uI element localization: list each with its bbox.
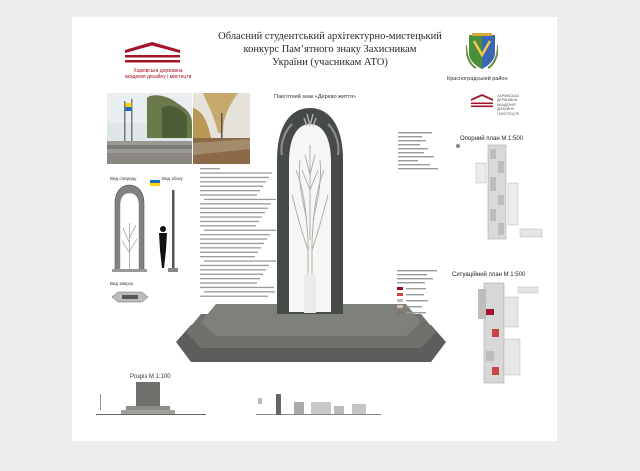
- plan-legend-top: [398, 132, 456, 172]
- left-org-text: [118, 68, 198, 80]
- left-org-line2: академія дизайну і мистецтв: [124, 74, 192, 80]
- logo-text-line: ХАРКІВСЬКА: [497, 94, 520, 98]
- top-view-drawing: [110, 290, 150, 304]
- page-title: [205, 30, 455, 69]
- logo-text-line: ДИЗАЙНУ: [497, 107, 515, 112]
- section-drawing: [96, 380, 386, 420]
- plan-legend-bottom: [397, 270, 455, 318]
- logo-text-line: АКАДЕМІЯ: [497, 102, 516, 107]
- situation-plan-drawing: [456, 279, 546, 386]
- title-line2: конкурс Пам’ятного знаку Захисникам: [243, 44, 417, 55]
- left-org-line1: Харківська державна: [133, 68, 183, 74]
- title-line1: Обласний студентський архітектурно-мистецький: [218, 31, 442, 42]
- coat-of-arms-icon: [466, 33, 498, 71]
- logo-text-line: І МИСТЕЦТВ: [497, 111, 519, 116]
- side-view-label: Вид збоку: [162, 176, 183, 181]
- title-line3: України (учасникам АТО): [272, 57, 388, 68]
- monument-caption: Пам’ятний знак «Дерево життя»: [274, 94, 357, 100]
- district-label: Красноградський район: [447, 76, 508, 82]
- plan-situation-title: Ситуаційний план М 1:500: [452, 272, 526, 278]
- academy-logo-right: [471, 94, 493, 108]
- front-view-drawing: [112, 183, 147, 273]
- section-label: Розріз М 1:100: [130, 374, 171, 380]
- logo-text-line: ДЕРЖАВНА: [497, 98, 518, 103]
- plan-base-title: Опорний план М 1:500: [460, 136, 524, 142]
- academy-logo-left: [125, 41, 180, 63]
- front-view-label: Вид спереду: [110, 176, 137, 181]
- base-plan-drawing: [456, 143, 546, 241]
- top-view-label: Вид зверху: [110, 281, 134, 286]
- right-logo-text: [497, 94, 519, 116]
